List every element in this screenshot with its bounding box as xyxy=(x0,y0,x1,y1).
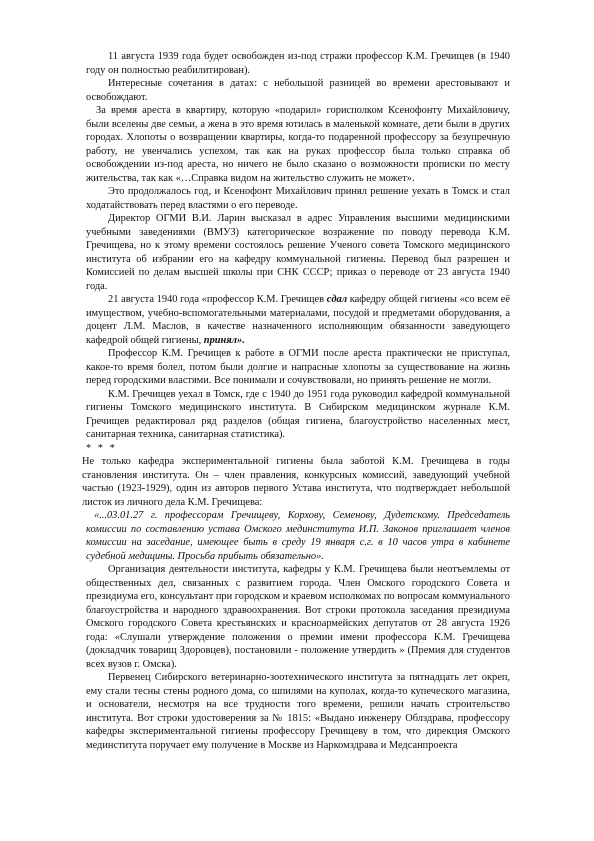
paragraph-city-council: Организация деятельности института, кафедры у К.М. Гречищева были неотъемлемы от общественных дел, связанных с развитием города. Член Омского городского Совета и президиума его, консультант при городском и краевом исполкомах по вопросам коммунального благоустройства и народного здравоохранения. Вот строки протокола заседания президиума Омского городского Совета крестьянских и красноармейских депутатов от 28 августа 1926 года: «Слушали утверждение положения о премии имени профессора К.М. Гречищева (докладчик товарищ Здоровцев), постановили - положение утвердить » (Премия для студентов всех вузов г. Омска). xyxy=(86,564,510,670)
handover-emph-gave: сдал xyxy=(326,294,348,305)
document-page xyxy=(82,50,510,752)
paragraph-statute: Не только кафедра экспериментальной гигиены была заботой К.М. Гречищева в годы становления института. Он – член правления, конкурсных комиссий, заведующий учебной частью (1923-1929), один из авторов первого Устава института, что подтверждает небольшой листок из личного дела К.М. Гречищева: xyxy=(82,456,510,508)
paragraph-tomsk-decision: Это продолжалось год, и Ксенофонт Михайлович принял решение уехать в Томск и стал ходатайствовать перед властями о его переводе. xyxy=(86,186,510,211)
paragraph-dates: Интересные сочетания в датах: с небольшой разницей во времени арестовывают и освобождают. xyxy=(86,78,510,103)
handover-text-c: кафедру общей гигиены «со всем её имуществом, учебно-вспомогательными материалами, посудой и предметами оборудования, а доцент Л.М. Маслов, в качестве назначенного исполняющим обязанности заведующего кафедрой общей гигиены, xyxy=(86,294,510,346)
section-separator: * * * xyxy=(86,442,117,454)
handover-emph-accepted: принял». xyxy=(203,334,245,346)
handover-text-a: 21 августа 1940 года «профессор К.М. Гречищев xyxy=(108,294,327,305)
paragraph-apartment: За время ареста в квартиру, которую «подарил» горисполком Ксенофонту Михайловичу, были вселены две семьи, а жена в это время ютилась в маленькой комнате, дети были в других городах. Хлопоты о возвращении квартиры, когда-то подаренной профессору за безупречную работу, не увенчались успехом, так как на руках профессор была только справка об освобождении из-под ареста, но ничего не было сказано о возможности прописки по месту жительства, так как «…Справка видом на жительство служить не может». xyxy=(86,105,510,184)
paragraph-construction: Первенец Сибирского ветеринарно-зоотехнического института за пятнадцать лет окреп, ему стали тесны стены родного дома, со шпилями на куполах, когда-то купеческого магазина, и основатели, несмотря на все трудности того времени, решили начать строительство института. Вот строки удостоверения за № 1815: «Выдано инженеру Облздрава, профессору кафедры экспериментальной гигиены профессору Гречищеву в том, что дирекция Омского мединститута поручает ему получение в Москве из Наркомздрава и Медсанпроекта xyxy=(86,672,510,751)
paragraph-handover xyxy=(86,293,510,347)
paragraph-after-arrest: Профессор К.М. Гречищев к работе в ОГМИ после ареста практически не приступал, какое-то время болел, потом были долгие и напрасные хлопоты за существование на жизнь перед городскими властями. Все понимали и сочувствовали, но принять решение не могли. xyxy=(86,348,510,386)
paragraph-tomsk-work: К.М. Гречищев уехал в Томск, где с 1940 до 1951 года руководил кафедрой коммунальной гигиены Томского медицинского института. В Сибирском медицинском журнале К.М. Гречищев редактировал ряд разделов (общая гигиена, благоустройство населенных мест, санитарная техника, санитарная статистика). xyxy=(86,388,510,440)
archival-quote: «...03.01.27 г. профессорам Гречищеву, Корхову, Семенову, Дудетскому. Председатель комиссии по составлению устава Омского мединститута И.П. Законов приглашает членов комиссии на заседание, имеющее быть в среду 19 января с.г. в 10 часов утра в кабинете судебной медицины. Просьба прибыть обязательно». xyxy=(86,510,510,562)
paragraph-release: 11 августа 1939 года будет освобожден из-под стражи профессор К.М. Гречищев (в 1940 году он полностью реабилитирован). xyxy=(86,51,510,76)
paragraph-transfer: Директор ОГМИ В.И. Ларин высказал в адрес Управления высшими медицинскими учебными заведениями (ВМУЗ) категорическое возражение по поводу перевода К.М. Гречищева, но к этому времени состоялось решение Ученого совета Томского медицинского института об избрании его на кафедру коммунальной гигиены. Перевод был разрешен и Комиссией по делам высшей школы при СНК СССР; приказ о переводе от 23 августа 1940 года. xyxy=(86,213,510,292)
